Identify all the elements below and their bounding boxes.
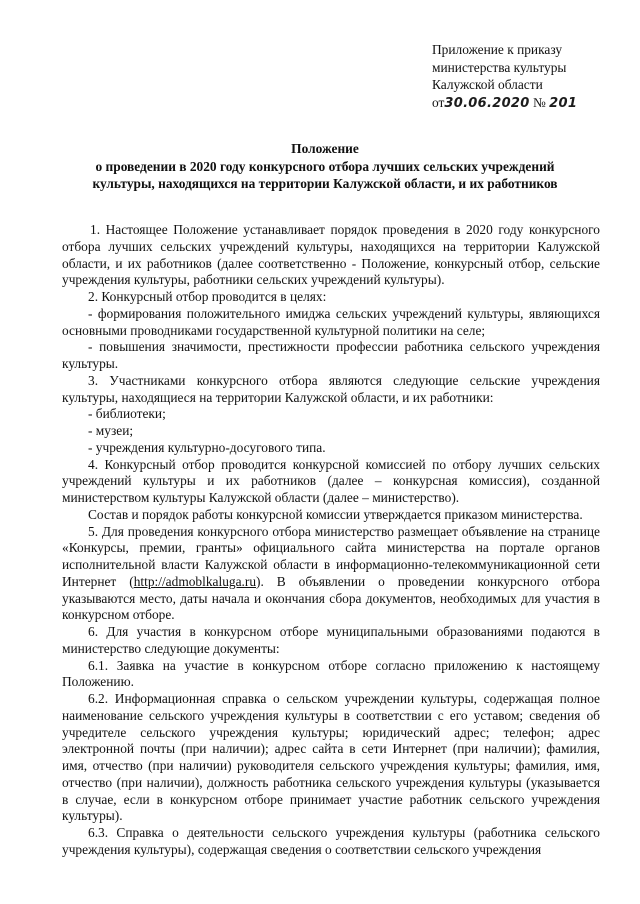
title-line-2: о проведении в 2020 году конкурсного отбора лучших сельских учреждений xyxy=(95,158,555,174)
paragraph-6-1: 6.1. Заявка на участие в конкурсном отборе согласно приложению к настоящему Положению. xyxy=(62,657,600,690)
appendix-line-3: Калужской области xyxy=(432,77,543,93)
paragraph-3: 3. Участниками конкурсного отбора являются следующие сельские учреждения культуры, находящиеся на территории Калужской области, и их работники: xyxy=(62,372,600,405)
handwritten-date: 30.06.2020 xyxy=(444,95,530,111)
appendix-line-1: Приложение к приказу xyxy=(432,42,563,57)
paragraph-5-text-before: 5. Для проведения конкурсного отбора министерство размещает объявление на странице «Конкурсы, премии, гранты» официального сайта министерства на портале органов исполнительной власти Калужской области в информационно-телекоммуникационной сети Интернет ( xyxy=(62,523,600,589)
appendix-from-prefix: от xyxy=(432,94,445,110)
ministry-site-link[interactable]: http://admoblkaluga.ru xyxy=(133,573,257,589)
document-body xyxy=(62,222,600,859)
paragraph-4-note: Состав и порядок работы конкурсной комиссии утверждается приказом министерства. xyxy=(88,506,583,522)
paragraph-6-3: 6.3. Справка о деятельности сельского учреждения культуры (работника сельского учреждения культуры), содержащая сведения о соответствии сельского учреждения xyxy=(62,825,600,857)
paragraph-4: 4. Конкурсный отбор проводится конкурсной комиссией по отбору лучших сельских учреждений культуры и их работников (далее – конкурсная комиссия), созданной министерством культуры Калужской области (далее – министерство). xyxy=(62,456,600,505)
paragraph-1: 1. Настоящее Положение устанавливает порядок проведения в 2020 году конкурсного отбора лучших сельских учреждений культуры, находящихся на территории Калужской области, и их работников (далее соответственно - Положение, конкурсный отбор, сельские учреждения культуры, работники сельских учреждений культуры). xyxy=(62,222,600,288)
paragraph-3-item-3: - учреждения культурно-досугового типа. xyxy=(88,439,326,455)
title-heading: Положение xyxy=(291,141,359,156)
paragraph-3-item-2: - музеи; xyxy=(88,423,134,438)
appendix-date-line xyxy=(432,94,622,113)
paragraph-6: 6. Для участия в конкурсном отборе муниципальными образованиями подаются в министерство следующие документы: xyxy=(62,624,600,656)
appendix-note xyxy=(432,41,622,112)
title-line-3: культуры, находящихся на территории Калужской области, и их работников xyxy=(92,176,558,192)
paragraph-6-2: 6.2. Информационная справка о сельском учреждении культуры, содержащая полное наименование сельского учреждения культуры в соответствии с его уставом; сведения об учредителе сельского учреждения культуры; юридический адрес; телефон; адрес электронной почты (при наличии); адрес сайта в сети Интернет (при наличии); фамилия, имя, отчество (при наличии) руководителя сельского учреждения культуры; фамилия, имя, отчество (при наличии), должность работника сельского учреждения культуры (указывается в случае, если в конкурсном отборе принимает участие работник сельского учреждения культуры). xyxy=(62,691,600,824)
paragraph-2-item-2: - повышения значимости, престижности профессии работника сельского учреждения культуры. xyxy=(62,339,600,371)
paragraph-3-item-1: - библиотеки; xyxy=(88,406,166,422)
paragraph-5 xyxy=(62,524,600,625)
handwritten-number: 201 xyxy=(549,95,578,111)
document-title xyxy=(60,140,590,193)
paragraph-2-item-1: - формирования положительного имиджа сельских учреждений культуры, являющихся основными проводниками государственной культурной политики на селе; xyxy=(62,305,600,338)
appendix-line-2: министерства культуры xyxy=(432,59,567,75)
appendix-number-sign: № xyxy=(532,94,546,110)
paragraph-5-text-after: ). В объявлении о проведении конкурсного отбора указываются место, даты начала и окончания сбора документов, необходимых для участия в конкурсном отборе. xyxy=(62,573,600,623)
paragraph-2: 2. Конкурсный отбор проводится в целях: xyxy=(88,289,327,304)
